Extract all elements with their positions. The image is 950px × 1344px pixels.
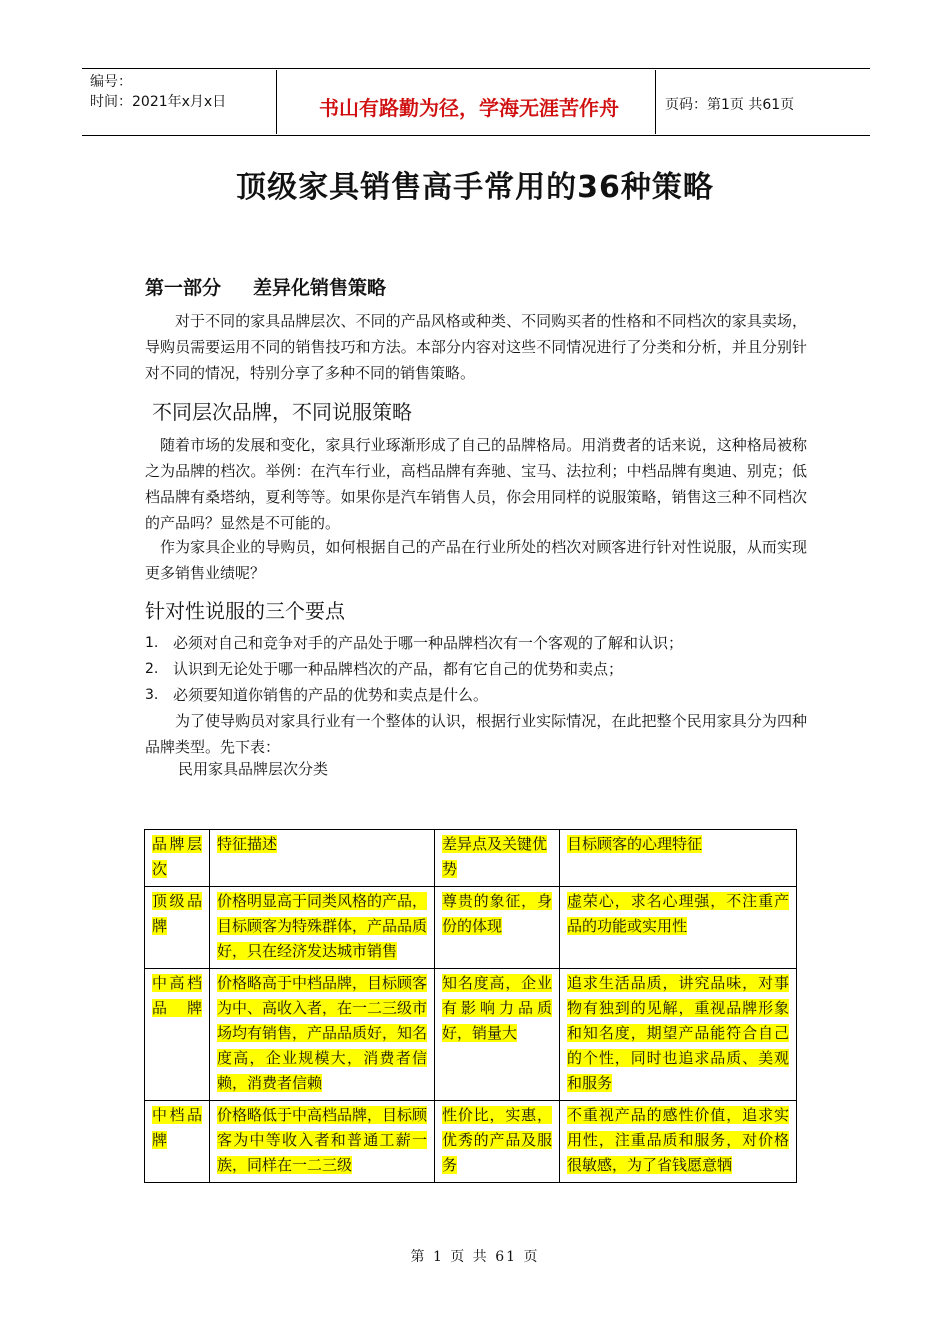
header-divider bbox=[276, 70, 277, 134]
table-cell: 中档品牌 bbox=[152, 1106, 202, 1149]
table-cell: 中高档品牌 bbox=[152, 974, 202, 1017]
section-intro: 对于不同的家具品牌层次、不同的产品风格或种类、不同购买者的性格和不同档次的家具卖场，导购员需要运用不同的销售技巧和方法。本部分内容对这些不同情况进行了分类和分析，并且分别针对不同的情况，特别分享了多种不同的销售策略。 bbox=[145, 312, 807, 382]
header-top-rule bbox=[82, 68, 870, 69]
page-footer: 第 1 页 共 61 页 bbox=[410, 1249, 540, 1265]
key-points-list bbox=[145, 630, 825, 708]
table-cell: 追求生活品质，讲究品味，对事物有独到的见解，重视品牌形象和知名度，期望产品能符合自己的个性，同时也追求品质、美观和服务 bbox=[567, 974, 789, 1092]
brand-level-table bbox=[144, 829, 797, 1183]
header-motto: 书山有路勤为径，学海无涯苦作舟 bbox=[319, 96, 619, 120]
table-cell: 价格略高于中档品牌，目标顾客为中、高收入者，在一二三级市场均有销售，产品品质好，知名度高，企业规模大，消费者信赖，消费者信赖 bbox=[217, 974, 428, 1092]
header-page-info: 页码：第1页 共61页 bbox=[665, 97, 795, 113]
document-title: 顶级家具销售高手常用的36种策略 bbox=[236, 170, 714, 205]
list-number: 2. bbox=[145, 661, 159, 677]
list-item: 3. 必须要知道你销售的产品的优势和卖点是什么。 bbox=[145, 682, 825, 708]
table-cell: 性价比，实惠，优秀的产品及服务 bbox=[442, 1106, 552, 1174]
table-cell: 顶级品牌 bbox=[152, 892, 202, 935]
table-header-row bbox=[145, 830, 797, 887]
table-header-cell: 品牌层次 bbox=[152, 835, 202, 878]
table-header-cell: 差异点及关键优势 bbox=[442, 835, 548, 878]
table-caption: 民用家具品牌层次分类 bbox=[178, 760, 329, 778]
header-bottom-rule bbox=[82, 135, 870, 136]
paragraph: 作为家具企业的导购员，如何根据自己的产品在行业所处的档次对顾客进行针对性说服，从而实现更多销售业绩呢？ bbox=[145, 538, 807, 582]
section-heading bbox=[145, 273, 386, 300]
table-row bbox=[145, 969, 797, 1101]
table-cell: 价格略低于中高档品牌，目标顾客为中等收入者和普通工薪一族，同样在一二三级 bbox=[217, 1106, 428, 1174]
table-cell: 不重视产品的感性价值，追求实用性，注重品质和服务，对价格很敏感，为了省钱愿意牺 bbox=[567, 1106, 789, 1174]
list-number: 3. bbox=[145, 687, 159, 703]
table-cell: 虚荣心，求名心理强，不注重产品的功能或实用性 bbox=[567, 892, 789, 935]
table-row bbox=[145, 887, 797, 969]
list-item: 2. 认识到无论处于哪一种品牌档次的产品，都有它自己的优势和卖点； bbox=[145, 656, 825, 682]
table-cell: 知名度高，企业有影响力品质好，销量大 bbox=[442, 974, 552, 1042]
section-label: 第一部分 bbox=[145, 277, 222, 299]
header-meta bbox=[90, 72, 226, 112]
subheading-key-points: 针对性说服的三个要点 bbox=[145, 599, 345, 623]
table-cell: 尊贵的象征，身份的体现 bbox=[442, 892, 552, 935]
paragraph: 随着市场的发展和变化，家具行业琢渐形成了自己的品牌格局。用消费者的话来说，这种格局被称之为品牌的档次。举例：在汽车行业，高档品牌有奔驰、宝马、法拉利；中档品牌有奥迪、别克；低档品牌有桑塔纳，夏利等等。如果你是汽车销售人员，你会用同样的说服策略，销售这三种不同档次的产品吗？显然是不可能的。 bbox=[145, 436, 807, 532]
list-number: 1. bbox=[145, 635, 159, 651]
paragraph: 为了使导购员对家具行业有一个整体的认识，根据行业实际情况，在此把整个民用家具分为四种品牌类型。先下表： bbox=[145, 712, 807, 756]
header-divider bbox=[655, 70, 656, 134]
header-time: 时间：2021年x月x日 bbox=[90, 94, 227, 110]
subheading-brand-levels: 不同层次品牌，不同说服策略 bbox=[152, 400, 412, 424]
list-item: 1. 必须对自己和竞争对手的产品处于哪一种品牌档次有一个客观的了解和认识； bbox=[145, 630, 825, 656]
table-header-cell: 目标顾客的心理特征 bbox=[567, 835, 703, 853]
table-header-cell: 特征描述 bbox=[217, 835, 278, 853]
section-name: 差异化销售策略 bbox=[253, 277, 387, 299]
table-cell: 价格明显高于同类风格的产品，目标顾客为特殊群体，产品品质好，只在经济发达城市销售 bbox=[217, 892, 428, 960]
header-code: 编号： bbox=[90, 74, 132, 90]
table-row bbox=[145, 1101, 797, 1183]
